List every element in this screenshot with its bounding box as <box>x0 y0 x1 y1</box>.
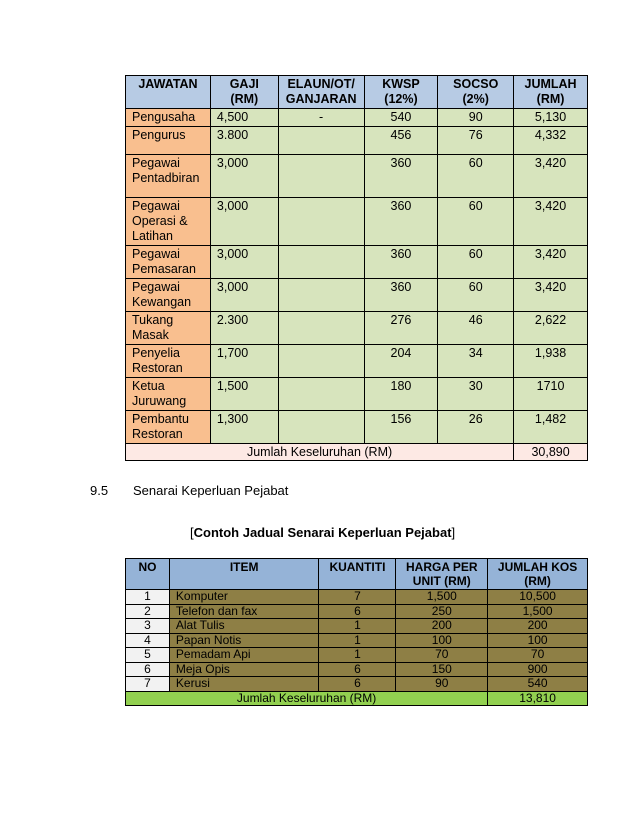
harga-cell: 200 <box>396 619 488 634</box>
jawatan-cell: Tukang Masak <box>126 312 211 345</box>
elaun-cell: - <box>278 109 364 127</box>
no-cell: 2 <box>126 604 170 619</box>
jumlah-cell: 70 <box>488 648 588 663</box>
gaji-cell: 3,000 <box>210 155 278 198</box>
kwsp-cell: 204 <box>364 345 438 378</box>
socso-cell: 60 <box>438 198 514 246</box>
kwsp-cell: 540 <box>364 109 438 127</box>
salary-table <box>125 75 588 461</box>
kwsp-cell: 360 <box>364 155 438 198</box>
office-total-label: Jumlah Keseluruhan (RM) <box>126 691 488 706</box>
jumlah-cell: 1710 <box>514 378 588 411</box>
office-needs-table <box>125 558 588 706</box>
jumlah-cell: 1,500 <box>488 604 588 619</box>
gaji-cell: 1,300 <box>210 411 278 444</box>
salary-row <box>126 279 588 312</box>
item-cell: Komputer <box>169 590 319 605</box>
header-harga: HARGA PER UNIT (RM) <box>396 559 488 590</box>
salary-row <box>126 198 588 246</box>
kwsp-cell: 360 <box>364 198 438 246</box>
header-gaji: GAJI (RM) <box>210 76 278 109</box>
jawatan-cell: Pegawai Pemasaran <box>126 246 211 279</box>
jumlah-cell: 2,622 <box>514 312 588 345</box>
salary-total-row <box>126 444 588 461</box>
salary-row <box>126 345 588 378</box>
jumlah-cell: 1,482 <box>514 411 588 444</box>
office-header-row <box>126 559 588 590</box>
jumlah-cell: 5,130 <box>514 109 588 127</box>
jawatan-cell: Pengusaha <box>126 109 211 127</box>
section-title: Senarai Keperluan Pejabat <box>133 483 289 498</box>
no-cell: 3 <box>126 619 170 634</box>
no-cell: 6 <box>126 662 170 677</box>
jawatan-cell: Pengurus <box>126 127 211 155</box>
elaun-cell <box>278 279 364 312</box>
section-number: 9.5 <box>90 483 109 498</box>
office-row <box>126 648 588 663</box>
harga-cell: 150 <box>396 662 488 677</box>
kwsp-cell: 156 <box>364 411 438 444</box>
jawatan-cell: Pembantu Restoran <box>126 411 211 444</box>
header-kwsp: KWSP (12%) <box>364 76 438 109</box>
gaji-cell: 3,000 <box>210 198 278 246</box>
salary-total-label: Jumlah Keseluruhan (RM) <box>126 444 514 461</box>
kwsp-cell: 360 <box>364 246 438 279</box>
header-no: NO <box>126 559 170 590</box>
office-total-row <box>126 691 588 706</box>
jumlah-cell: 1,938 <box>514 345 588 378</box>
elaun-cell <box>278 378 364 411</box>
salary-total-value: 30,890 <box>514 444 588 461</box>
item-cell: Kerusi <box>169 677 319 692</box>
harga-cell: 70 <box>396 648 488 663</box>
jumlah-cell: 900 <box>488 662 588 677</box>
socso-cell: 26 <box>438 411 514 444</box>
office-total-value: 13,810 <box>488 691 588 706</box>
kuantiti-cell: 6 <box>319 677 396 692</box>
kuantiti-cell: 6 <box>319 604 396 619</box>
socso-cell: 60 <box>438 246 514 279</box>
socso-cell: 60 <box>438 279 514 312</box>
kuantiti-cell: 1 <box>319 619 396 634</box>
jawatan-cell: Pegawai Operasi & Latihan <box>126 198 211 246</box>
gaji-cell: 1,700 <box>210 345 278 378</box>
jumlah-cell: 3,420 <box>514 198 588 246</box>
jumlah-cell: 200 <box>488 619 588 634</box>
office-row <box>126 677 588 692</box>
no-cell: 5 <box>126 648 170 663</box>
elaun-cell <box>278 155 364 198</box>
gaji-cell: 3.800 <box>210 127 278 155</box>
jumlah-cell: 100 <box>488 633 588 648</box>
elaun-cell <box>278 246 364 279</box>
jumlah-cell: 10,500 <box>488 590 588 605</box>
jumlah-cell: 3,420 <box>514 155 588 198</box>
header-jumlah: JUMLAH (RM) <box>514 76 588 109</box>
header-item: ITEM <box>169 559 319 590</box>
salary-row <box>126 155 588 198</box>
jumlah-cell: 3,420 <box>514 279 588 312</box>
table-caption: [Contoh Jadual Senarai Keperluan Pejabat] <box>190 525 456 540</box>
office-row <box>126 633 588 648</box>
header-socso: SOCSO (2%) <box>438 76 514 109</box>
jawatan-cell: Pegawai Kewangan <box>126 279 211 312</box>
elaun-cell <box>278 345 364 378</box>
harga-cell: 1,500 <box>396 590 488 605</box>
harga-cell: 250 <box>396 604 488 619</box>
office-row <box>126 590 588 605</box>
header-kuantiti: KUANTITI <box>319 559 396 590</box>
kwsp-cell: 456 <box>364 127 438 155</box>
socso-cell: 90 <box>438 109 514 127</box>
office-row <box>126 662 588 677</box>
header-elaun: ELAUN/OT/ GANJARAN <box>278 76 364 109</box>
office-row <box>126 619 588 634</box>
item-cell: Telefon dan fax <box>169 604 319 619</box>
socso-cell: 34 <box>438 345 514 378</box>
item-cell: Pemadam Api <box>169 648 319 663</box>
salary-row <box>126 109 588 127</box>
socso-cell: 46 <box>438 312 514 345</box>
kuantiti-cell: 7 <box>319 590 396 605</box>
socso-cell: 30 <box>438 378 514 411</box>
gaji-cell: 1,500 <box>210 378 278 411</box>
jumlah-cell: 3,420 <box>514 246 588 279</box>
elaun-cell <box>278 127 364 155</box>
kuantiti-cell: 1 <box>319 633 396 648</box>
gaji-cell: 3,000 <box>210 279 278 312</box>
gaji-cell: 3,000 <box>210 246 278 279</box>
no-cell: 7 <box>126 677 170 692</box>
kwsp-cell: 180 <box>364 378 438 411</box>
salary-row <box>126 246 588 279</box>
elaun-cell <box>278 411 364 444</box>
harga-cell: 90 <box>396 677 488 692</box>
item-cell: Meja Opis <box>169 662 319 677</box>
elaun-cell <box>278 312 364 345</box>
item-cell: Papan Notis <box>169 633 319 648</box>
salary-row <box>126 378 588 411</box>
no-cell: 4 <box>126 633 170 648</box>
gaji-cell: 4,500 <box>210 109 278 127</box>
salary-row <box>126 312 588 345</box>
socso-cell: 60 <box>438 155 514 198</box>
salary-row <box>126 127 588 155</box>
salary-header-row <box>126 76 588 109</box>
office-row <box>126 604 588 619</box>
kwsp-cell: 360 <box>364 279 438 312</box>
item-cell: Alat Tulis <box>169 619 319 634</box>
no-cell: 1 <box>126 590 170 605</box>
kwsp-cell: 276 <box>364 312 438 345</box>
header-jumlah-kos: JUMLAH KOS (RM) <box>488 559 588 590</box>
jumlah-cell: 4,332 <box>514 127 588 155</box>
salary-row <box>126 411 588 444</box>
kuantiti-cell: 1 <box>319 648 396 663</box>
jumlah-cell: 540 <box>488 677 588 692</box>
jawatan-cell: Pegawai Pentadbiran <box>126 155 211 198</box>
table-caption-text: Contoh Jadual Senarai Keperluan Pejabat <box>193 525 452 540</box>
jawatan-cell: Penyelia Restoran <box>126 345 211 378</box>
jawatan-cell: Ketua Juruwang <box>126 378 211 411</box>
header-jawatan: JAWATAN <box>126 76 211 109</box>
kuantiti-cell: 6 <box>319 662 396 677</box>
gaji-cell: 2.300 <box>210 312 278 345</box>
elaun-cell <box>278 198 364 246</box>
harga-cell: 100 <box>396 633 488 648</box>
socso-cell: 76 <box>438 127 514 155</box>
